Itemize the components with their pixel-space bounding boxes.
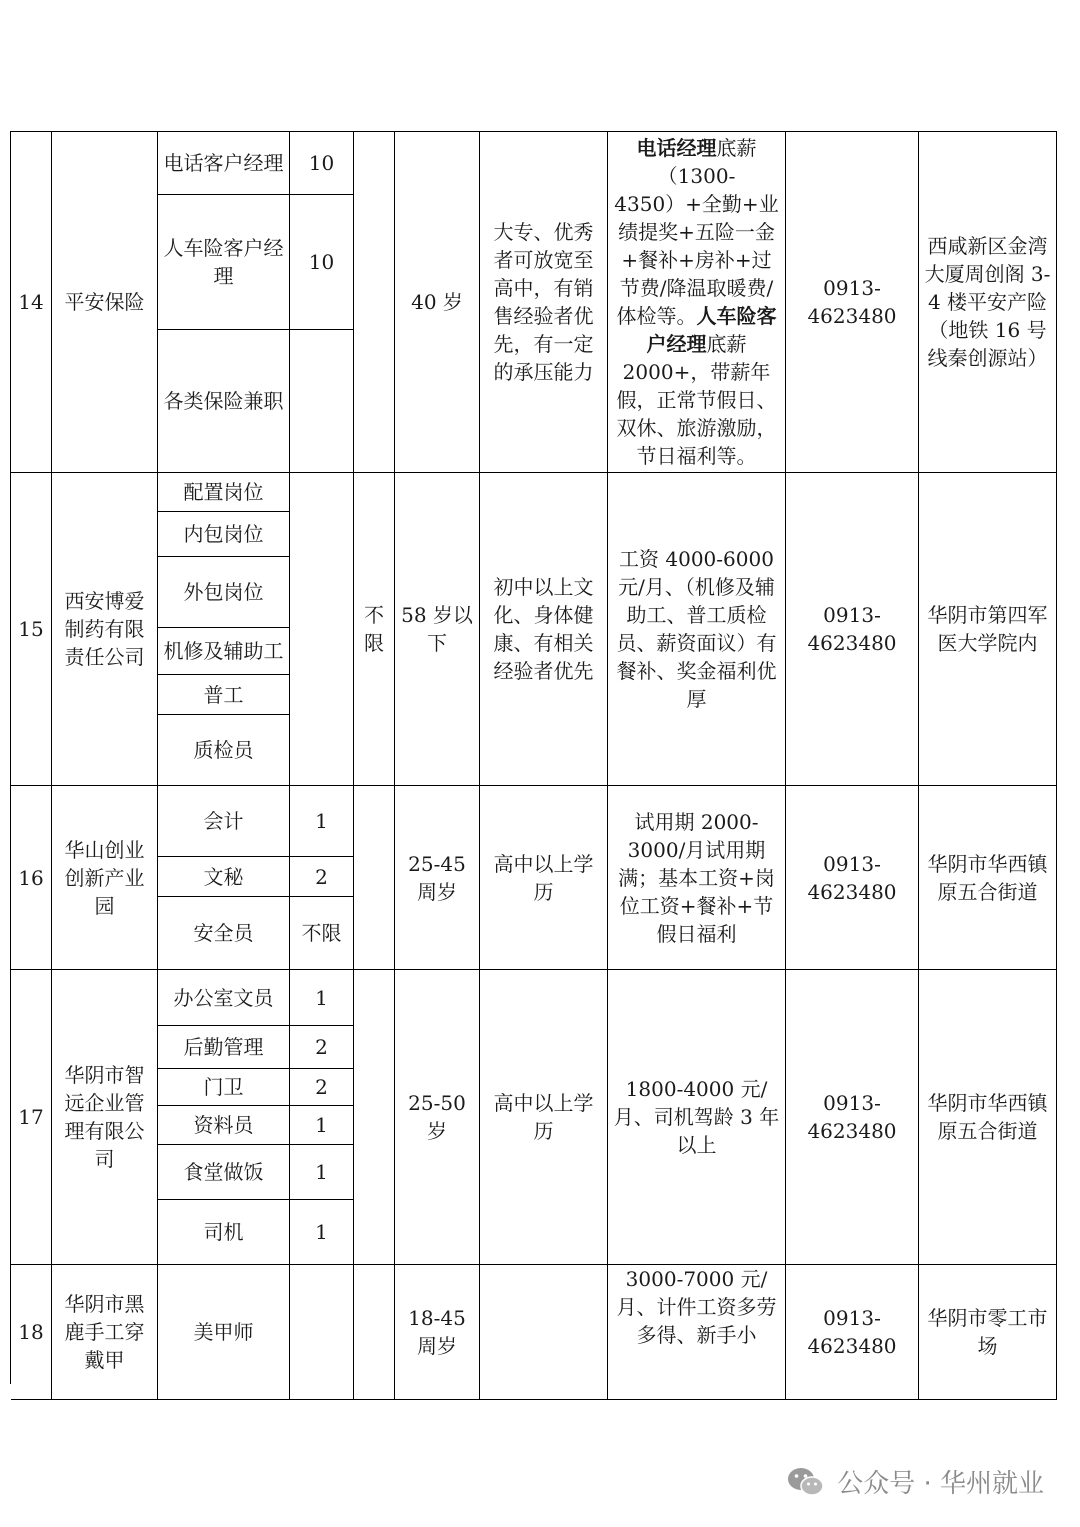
work-address: 华阴市第四军医大学院内: [919, 473, 1057, 786]
row-number: 18: [11, 1265, 52, 1400]
position-title: 内包岗位: [158, 512, 290, 557]
salary-text: 底薪（1300-4350）+全勤+业绩提奖+五险一金+餐补+房补+过节费/降温取暖费/体检等。: [614, 136, 779, 328]
position-title: 各类保险兼职: [158, 330, 290, 473]
gender-cell: [354, 132, 395, 473]
position-title: 配置岗位: [158, 473, 290, 512]
contact-phone: 0913-4623480: [786, 473, 919, 786]
education-requirement: 高中以上学历: [480, 970, 608, 1265]
salary-benefits: 工资 4000-6000 元/月、（机修及辅助工、普工质检员、薪资面议）有餐补、奖金福利优厚: [608, 473, 786, 786]
position-count: 10: [290, 195, 354, 330]
position-title: 办公室文员: [158, 970, 290, 1026]
work-address: 华阴市零工市场: [919, 1265, 1057, 1400]
gender-cell: [354, 1265, 395, 1400]
position-count: [290, 330, 354, 473]
salary-benefits: [608, 132, 786, 473]
watermark-label: 公众号 · 华州就业: [837, 1469, 1044, 1499]
age-requirement: 25-45 周岁: [395, 786, 480, 970]
age-requirement: 40 岁: [395, 132, 480, 473]
company-name: 华阴市智远企业管理有限公司: [52, 970, 158, 1265]
position-title: 人车险客户经理: [158, 195, 290, 330]
salary-benefits: 试用期 2000-3000/月试用期满；基本工资+岗位工资+餐补+节假日福利: [608, 786, 786, 970]
salary-rich-text: [612, 134, 781, 470]
position-title: 后勤管理: [158, 1026, 290, 1069]
work-address: 华阴市华西镇原五合街道: [919, 970, 1057, 1265]
company-name: 华山创业创新产业园: [52, 786, 158, 970]
education-requirement: 大专、优秀者可放宽至高中，有销售经验者优先，有一定的承压能力: [480, 132, 608, 473]
position-count: 1: [290, 786, 354, 857]
work-address: 西咸新区金湾大厦周创阁 3-4 楼平安产险（地铁 16 号线秦创源站）: [919, 132, 1057, 473]
row-number: 14: [11, 132, 52, 473]
position-title: 安全员: [158, 897, 290, 970]
position-count: 1: [290, 1200, 354, 1265]
position-title: 会计: [158, 786, 290, 857]
salary-bold-label: 人车险客户经理: [646, 304, 777, 356]
position-title: 司机: [158, 1200, 290, 1265]
position-count: 2: [290, 1026, 354, 1069]
gender-cell: [354, 786, 395, 970]
company-name: 平安保险: [52, 132, 158, 473]
position-count: 1: [290, 970, 354, 1026]
position-count: 2: [290, 1069, 354, 1106]
watermark: [787, 1463, 1044, 1500]
gender-requirement: 不限: [354, 473, 395, 786]
position-count: [290, 1265, 354, 1400]
wechat-icon: [787, 1466, 825, 1498]
contact-phone: 0913-4623480: [786, 786, 919, 970]
age-requirement: 18-45 周岁: [395, 1265, 480, 1400]
row-number: 15: [11, 473, 52, 786]
education-requirement: 高中以上学历: [480, 786, 608, 970]
contact-phone: 0913-4623480: [786, 1265, 919, 1400]
position-count: 不限: [290, 897, 354, 970]
position-title: 文秘: [158, 857, 290, 897]
position-title: 质检员: [158, 715, 290, 786]
position-title: 普工: [158, 675, 290, 715]
position-count: 1: [290, 1145, 354, 1200]
work-address: 华阴市华西镇原五合街道: [919, 786, 1057, 970]
salary-text: 底薪 2000+，带薪年假，正常节假日、双休、旅游激励，节日福利等。: [616, 332, 777, 468]
row-number: 16: [11, 786, 52, 970]
salary-benefits: 1800-4000 元/月、司机驾龄 3 年以上: [608, 970, 786, 1265]
position-title: 外包岗位: [158, 557, 290, 628]
contact-phone: 0913-4623480: [786, 970, 919, 1265]
position-count: 1: [290, 1106, 354, 1145]
education-requirement: [480, 1265, 608, 1400]
position-count: 10: [290, 132, 354, 195]
row-number: 17: [11, 970, 52, 1265]
position-title: 食堂做饭: [158, 1145, 290, 1200]
gender-cell: [354, 970, 395, 1265]
position-title: 机修及辅助工: [158, 628, 290, 675]
position-count: [290, 473, 354, 786]
contact-phone: 0913-4623480: [786, 132, 919, 473]
position-title: 电话客户经理: [158, 132, 290, 195]
age-requirement: 58 岁以下: [395, 473, 480, 786]
position-title: 门卫: [158, 1069, 290, 1106]
company-name: 西安博爱制药有限责任公司: [52, 473, 158, 786]
position-title: 资料员: [158, 1106, 290, 1145]
education-requirement: 初中以上文化、身体健康、有相关经验者优先: [480, 473, 608, 786]
position-count: 2: [290, 857, 354, 897]
recruitment-table: [10, 131, 1057, 1384]
position-title: 美甲师: [158, 1265, 290, 1400]
salary-bold-label: 电话经理: [636, 136, 717, 160]
company-name: 华阴市黑鹿手工穿戴甲: [52, 1265, 158, 1400]
age-requirement: 25-50 岁: [395, 970, 480, 1265]
salary-benefits: 3000-7000 元/月、计件工资多劳多得、新手小: [608, 1265, 786, 1400]
